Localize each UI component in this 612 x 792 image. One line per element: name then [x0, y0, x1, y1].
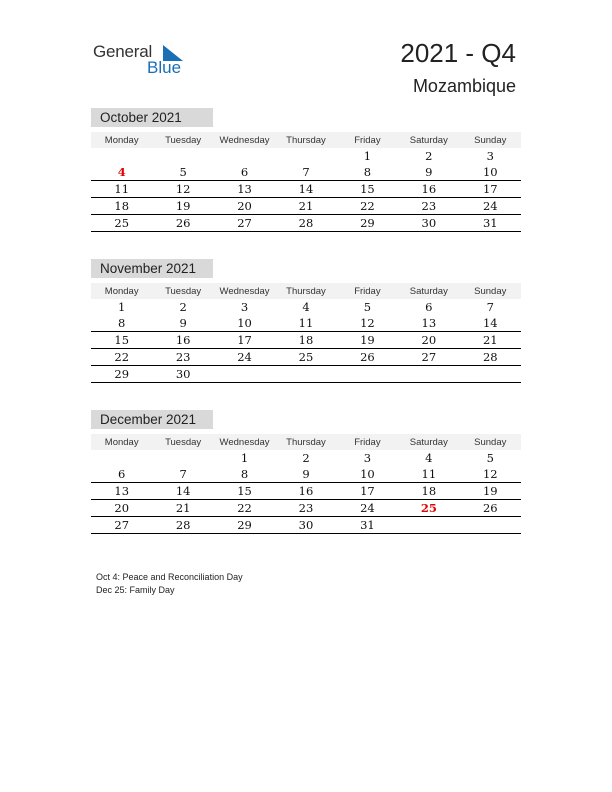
day-cell: 29 [214, 517, 275, 534]
holiday-note: Dec 25: Family Day [96, 584, 175, 595]
weekday-header: Tuesday [152, 283, 213, 299]
day-cell: 22 [91, 349, 152, 366]
day-cell: 23 [152, 349, 213, 366]
day-cell: 13 [91, 483, 152, 500]
weekday-header: Tuesday [152, 434, 213, 450]
day-cell [91, 148, 152, 164]
day-cell: 24 [460, 198, 521, 215]
day-cell: 7 [486, 300, 494, 314]
weekday-header: Sunday [460, 283, 521, 299]
day-cell: 19 [460, 483, 521, 500]
day-cell: 30 [152, 366, 213, 383]
day-cell: 25 [275, 349, 336, 366]
day-cell: 2 [179, 300, 187, 314]
logo [93, 40, 203, 80]
day-cell: 10 [337, 466, 398, 483]
day-cell: 17 [214, 332, 275, 349]
page-title: 2021 - Q4 [400, 38, 516, 68]
day-cell: 28 [460, 349, 521, 366]
day-cell: 5 [152, 164, 213, 181]
day-cell [398, 366, 459, 383]
day-cell: 19 [152, 198, 213, 215]
week-row [91, 483, 521, 500]
day-cell: 21 [460, 332, 521, 349]
day-cell: 16 [152, 332, 213, 349]
day-cell: 27 [398, 349, 459, 366]
day-cell: 22 [214, 500, 275, 517]
day-cell: 8 [337, 164, 398, 181]
weekday-header: Monday [91, 283, 152, 299]
weekday-header: Friday [337, 434, 398, 450]
weekday-header: Monday [91, 434, 152, 450]
day-cell: 25 [398, 500, 459, 517]
day-cell [460, 517, 521, 534]
day-cell: 15 [214, 483, 275, 500]
day-cell: 1 [363, 149, 372, 163]
month-december [91, 410, 521, 534]
day-cell: 7 [152, 466, 213, 483]
day-cell: 17 [337, 483, 398, 500]
day-cell: 29 [337, 215, 398, 232]
day-cell: 26 [152, 215, 213, 232]
day-cell: 2 [302, 451, 310, 465]
day-cell: 14 [460, 315, 521, 332]
month-title: November 2021 [91, 259, 213, 278]
day-cell: 26 [460, 500, 521, 517]
day-cell [214, 366, 275, 383]
day-cell: 19 [337, 332, 398, 349]
day-cell: 21 [152, 500, 213, 517]
day-cell: 11 [398, 466, 459, 483]
day-cell: 6 [425, 300, 433, 314]
day-cell: 29 [91, 366, 152, 383]
day-cell: 6 [214, 164, 275, 181]
day-cell: 24 [214, 349, 275, 366]
day-cell: 15 [91, 332, 152, 349]
day-cell: 6 [91, 466, 152, 483]
day-cell: 18 [275, 332, 336, 349]
day-cell: 20 [398, 332, 459, 349]
day-cell [275, 366, 336, 383]
week-row [91, 349, 521, 366]
day-cell: 4 [425, 451, 433, 465]
month-november [91, 259, 521, 383]
day-cell [460, 366, 521, 383]
day-cell: 23 [398, 198, 459, 215]
weekday-header: Wednesday [214, 434, 275, 450]
month-october [91, 108, 521, 232]
week-row [91, 148, 521, 164]
week-row [91, 366, 521, 383]
day-cell: 21 [275, 198, 336, 215]
day-cell: 1 [240, 451, 249, 465]
day-cell: 25 [91, 215, 152, 232]
day-cell: 9 [152, 315, 213, 332]
day-cell: 5 [486, 451, 494, 465]
weekday-header: Friday [337, 132, 398, 148]
day-cell: 3 [486, 149, 494, 163]
weekday-header: Monday [91, 132, 152, 148]
day-cell: 28 [152, 517, 213, 534]
calendar-grid [91, 434, 521, 534]
month-title: October 2021 [91, 108, 213, 127]
day-cell: 9 [398, 164, 459, 181]
day-cell: 31 [460, 215, 521, 232]
week-row [91, 332, 521, 349]
day-cell: 31 [337, 517, 398, 534]
day-cell: 27 [91, 517, 152, 534]
day-cell: 20 [91, 500, 152, 517]
week-row [91, 181, 521, 198]
day-cell: 10 [460, 164, 521, 181]
day-cell [337, 366, 398, 383]
day-cell: 16 [398, 181, 459, 198]
weekday-header: Sunday [460, 132, 521, 148]
weekday-header-row [91, 434, 521, 450]
country-name: Mozambique [412, 76, 516, 96]
day-cell [152, 450, 213, 466]
weekday-header: Thursday [275, 132, 336, 148]
day-cell: 15 [337, 181, 398, 198]
logo-text-general: General [93, 42, 153, 61]
day-cell: 1 [118, 300, 126, 314]
day-cell: 9 [275, 466, 336, 483]
day-cell: 3 [363, 451, 372, 465]
month-title: December 2021 [91, 410, 213, 429]
day-cell: 12 [460, 466, 521, 483]
day-cell: 14 [275, 181, 336, 198]
holiday-note: Oct 4: Peace and Reconciliation Day [96, 572, 243, 582]
week-row [91, 299, 521, 315]
weekday-header: Thursday [275, 283, 336, 299]
day-cell: 20 [214, 198, 275, 215]
week-row [91, 215, 521, 232]
week-row [91, 500, 521, 517]
day-cell: 3 [240, 300, 249, 314]
holiday-notes [96, 571, 243, 596]
week-row [91, 450, 521, 466]
day-cell: 4 [91, 164, 152, 181]
calendar-grid [91, 132, 521, 232]
day-cell: 12 [337, 315, 398, 332]
day-cell: 24 [337, 500, 398, 517]
day-cell [152, 148, 213, 164]
day-cell: 11 [275, 315, 336, 332]
day-cell [91, 450, 152, 466]
day-cell: 12 [152, 181, 213, 198]
weekday-header: Friday [337, 283, 398, 299]
day-cell: 5 [363, 300, 372, 314]
day-cell: 18 [398, 483, 459, 500]
weekday-header: Sunday [460, 434, 521, 450]
weekday-header-row [91, 132, 521, 148]
weekday-header: Wednesday [214, 132, 275, 148]
day-cell: 14 [152, 483, 213, 500]
day-cell: 8 [91, 315, 152, 332]
day-cell: 16 [275, 483, 336, 500]
day-cell: 11 [91, 181, 152, 198]
day-cell: 30 [275, 517, 336, 534]
day-cell: 17 [460, 181, 521, 198]
weekday-header: Saturday [398, 283, 459, 299]
week-row [91, 198, 521, 215]
day-cell: 23 [275, 500, 336, 517]
day-cell: 18 [91, 198, 152, 215]
logo-text-blue: Blue [147, 58, 182, 77]
weekday-header: Tuesday [152, 132, 213, 148]
day-cell: 8 [214, 466, 275, 483]
week-row [91, 164, 521, 181]
day-cell [275, 148, 336, 164]
weekday-header-row [91, 283, 521, 299]
day-cell: 7 [275, 164, 336, 181]
week-row [91, 517, 521, 534]
day-cell: 22 [337, 198, 398, 215]
day-cell: 27 [214, 215, 275, 232]
day-cell: 28 [275, 215, 336, 232]
weekday-header: Saturday [398, 132, 459, 148]
day-cell: 26 [337, 349, 398, 366]
calendar-grid [91, 283, 521, 383]
day-cell: 13 [214, 181, 275, 198]
week-row [91, 466, 521, 483]
day-cell: 2 [425, 149, 433, 163]
day-cell [214, 148, 275, 164]
day-cell: 30 [398, 215, 459, 232]
day-cell: 13 [398, 315, 459, 332]
weekday-header: Wednesday [214, 283, 275, 299]
day-cell [398, 517, 459, 534]
weekday-header: Saturday [398, 434, 459, 450]
week-row [91, 315, 521, 332]
weekday-header: Thursday [275, 434, 336, 450]
day-cell: 4 [302, 300, 310, 314]
day-cell: 10 [214, 315, 275, 332]
